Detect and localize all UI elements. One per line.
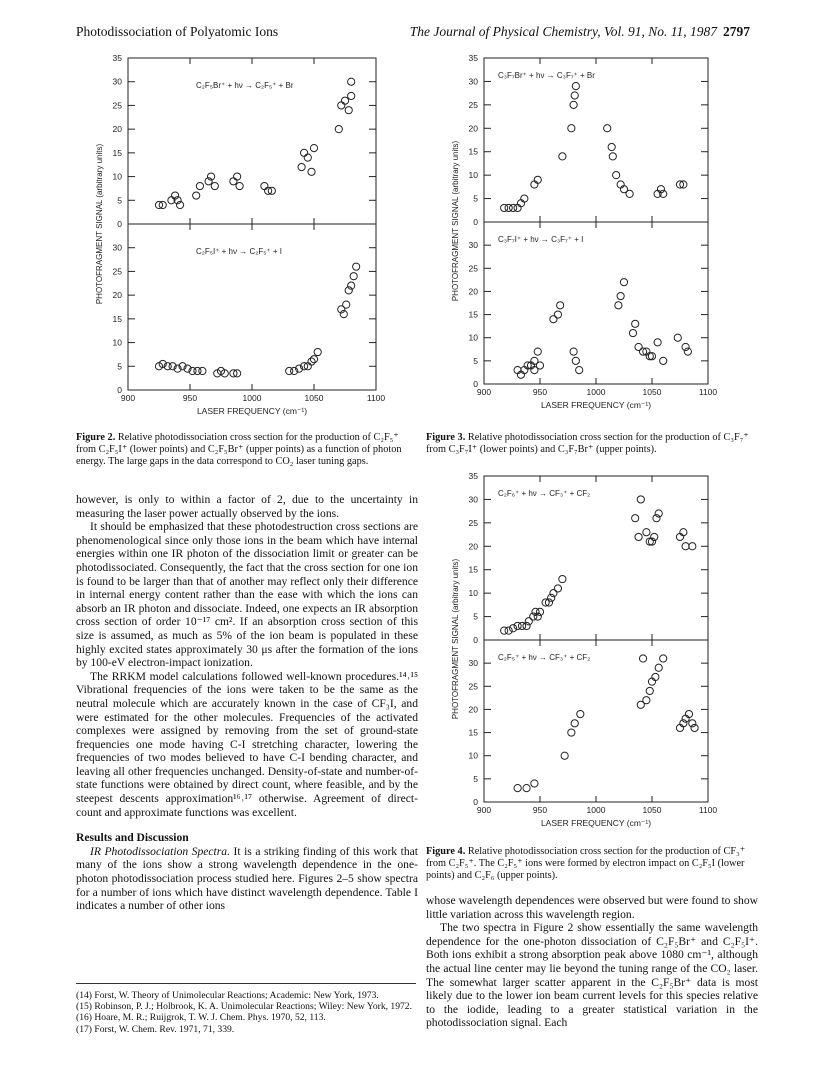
run-in-heading: IR Photodissociation Spectra.: [90, 844, 230, 858]
x-tick-label: 900: [476, 387, 492, 397]
y-tick-label: 0: [473, 635, 478, 645]
data-point: [196, 182, 203, 189]
x-tick-label: 900: [120, 393, 136, 403]
x-tick-label: 900: [476, 805, 492, 815]
y-tick-label: 5: [473, 773, 478, 784]
y-tick-label: 20: [468, 123, 478, 134]
data-point: [570, 101, 577, 108]
data-point: [632, 515, 639, 522]
paragraph: [76, 845, 418, 913]
reaction-label: C₃F₇I⁺ + hν → C₃F₇⁺ + I: [498, 235, 584, 244]
x-tick-label: 1100: [366, 393, 386, 403]
data-point: [350, 273, 357, 280]
y-tick-label: 5: [117, 361, 122, 372]
data-point: [568, 729, 575, 736]
y-axis-label: PHOTOFRAGMENT SIGNAL (arbitrary units): [451, 558, 460, 720]
figure-2-caption: [76, 432, 418, 467]
reaction-label: C₂F₅⁺ + hν → CF₃⁺ + CF₂: [498, 653, 591, 662]
data-point: [615, 302, 622, 309]
y-tick-label: 30: [468, 240, 478, 251]
y-tick-label: 25: [468, 99, 478, 110]
y-tick-label: 0: [473, 797, 478, 807]
y-tick-label: 0: [117, 385, 122, 395]
data-point: [531, 780, 538, 787]
data-point: [639, 655, 646, 662]
data-point: [572, 357, 579, 364]
data-point: [261, 182, 268, 189]
y-tick-label: 10: [468, 170, 478, 181]
figure-3-caption-text: Relative photodissociation cross section for the production of C₃F₇⁺ from C₃F₇I⁺ (lower points) and C₃F₇Br⁺ (upper points).: [426, 432, 749, 455]
data-point: [308, 168, 315, 175]
data-point: [193, 192, 200, 199]
y-tick-label: 5: [473, 611, 478, 622]
paragraph: however, is only to within a factor of 2, due to the uncertainty in measuring the laser power actually observed by the ions.: [76, 493, 418, 520]
data-point: [234, 173, 241, 180]
y-tick-label: 20: [468, 541, 478, 552]
y-tick-label: 30: [468, 76, 478, 87]
reference-item: (14) Forst, W. Theory of Unimolecular Reactions; Academic: New York, 1973.: [76, 990, 379, 1001]
x-tick-label: 1000: [586, 387, 606, 397]
data-point: [510, 625, 517, 632]
data-point: [338, 102, 345, 109]
data-point: [689, 720, 696, 727]
plot-frame: [484, 58, 708, 222]
data-point: [534, 348, 541, 355]
data-point: [684, 348, 691, 355]
paragraph: The two spectra in Figure 2 show essentially the same wavelength dependence for the one-photon dissociation of C₂F₅Br⁺ and C₂F₅I⁺. Both ions exhibit a strong absorption peak above 1080 cm⁻¹, although the actual line center may lie beyond the tuning range of the CO₂ laser. The somewhat larger scatter apparent in the C₂F₅Br⁺ data is most likely due to the lower ion beam current levels for this species relative to the iodide, leading to a greater statistical variation in the photodissociation signal. Each: [426, 921, 758, 1030]
y-tick-label: 25: [468, 517, 478, 528]
data-point: [691, 724, 698, 731]
x-tick-label: 1050: [642, 805, 662, 815]
reaction-label: C₂F₅I⁺ + hν → C₂F₅⁺ + I: [196, 247, 283, 256]
y-tick-label: 0: [117, 219, 122, 229]
data-point: [570, 348, 577, 355]
data-point: [523, 785, 530, 792]
figure-4-chart: [446, 470, 746, 842]
y-tick-label: 15: [468, 146, 478, 157]
y-tick-label: 10: [112, 337, 122, 348]
y-tick-label: 35: [468, 53, 478, 63]
data-point: [620, 279, 627, 286]
y-tick-label: 20: [468, 704, 478, 715]
paragraph: whose wavelength dependences were observed but were found to show little variation across this wavelength region.: [426, 894, 758, 921]
y-tick-label: 15: [468, 727, 478, 738]
data-point: [646, 687, 653, 694]
data-point: [577, 710, 584, 717]
running-header-journal: [410, 24, 750, 40]
x-tick-label: 1100: [698, 387, 718, 397]
y-tick-label: 30: [468, 658, 478, 669]
data-point: [576, 367, 583, 374]
data-point: [571, 720, 578, 727]
data-point: [609, 153, 616, 160]
y-tick-label: 25: [468, 263, 478, 274]
figure-2-label: Figure 2.: [76, 432, 116, 443]
data-point: [230, 178, 237, 185]
y-tick-label: 5: [473, 355, 478, 366]
y-tick-label: 0: [473, 217, 478, 227]
figure-3-chart: [446, 44, 746, 426]
reaction-label: C₂F₆⁺ + hν → CF₃⁺ + CF₂: [498, 489, 591, 498]
data-point: [554, 311, 561, 318]
x-axis-label: LASER FREQUENCY (cm⁻¹): [540, 400, 652, 410]
y-tick-label: 10: [112, 171, 122, 182]
data-point: [559, 575, 566, 582]
references: [76, 990, 418, 1035]
plot-frame: [484, 640, 708, 802]
y-tick-label: 0: [473, 379, 478, 389]
data-point: [689, 543, 696, 550]
y-tick-label: 25: [112, 266, 122, 277]
reference-item: (16) Hoare, M. R.; Ruijgrok, T. W. J. Chem. Phys. 1970, 52, 113.: [76, 1012, 326, 1024]
y-tick-label: 10: [468, 332, 478, 343]
data-point: [514, 785, 521, 792]
data-point: [199, 367, 206, 374]
x-tick-label: 1000: [586, 805, 606, 815]
y-tick-label: 5: [473, 193, 478, 204]
data-point: [536, 362, 543, 369]
data-point: [341, 97, 348, 104]
data-point: [637, 496, 644, 503]
data-point: [629, 329, 636, 336]
figure-4-caption: [426, 846, 756, 881]
y-tick-label: 35: [112, 53, 122, 63]
y-axis-label: PHOTOFRAGMENT SIGNAL (arbitrary units): [451, 140, 460, 302]
x-tick-label: 950: [532, 387, 548, 397]
figure-3-caption: [426, 432, 756, 456]
data-point: [643, 697, 650, 704]
figure-4-caption-text: Relative photodissociation cross section for the production of CF₃⁺ from C₂F₅⁺. The C₂F₅⁺ ions were formed by electron impact on C₂F₅I (lower points) and C₂F₆ (upper points).: [426, 846, 746, 881]
data-point: [654, 339, 661, 346]
y-tick-label: 20: [112, 290, 122, 301]
paragraph-text: It is a striking finding of this work that many of the ions show a strong wavelength dependence in the one-photon photodissociation process studied here. Figures 2–5 show spectra for a number of ions which have distinct wavelength dependence. Table I indicates a number of other ions: [76, 844, 418, 913]
figure-2-caption-text: Relative photodissociation cross section for the production of C₂F₅⁺ from C₂F₅I⁺ (lower points) and C₂F₅Br⁺ (upper points) as a function of photon energy. The large gaps in the data correspond to CO₂ laser tuning gaps.: [76, 432, 402, 467]
figure-4-label: Figure 4.: [426, 846, 466, 857]
right-column-body: [426, 894, 758, 1030]
x-axis-label: LASER FREQUENCY (cm⁻¹): [540, 818, 652, 828]
y-tick-label: 35: [468, 471, 478, 481]
data-point: [353, 263, 360, 270]
running-header-title: Photodissociation of Polyatomic Ions: [76, 24, 279, 39]
plot-frame: [484, 222, 708, 384]
data-point: [298, 163, 305, 170]
y-tick-label: 30: [112, 242, 122, 253]
data-point: [682, 343, 689, 350]
data-point: [643, 529, 650, 536]
y-tick-label: 15: [112, 313, 122, 324]
y-tick-label: 5: [117, 195, 122, 206]
data-point: [310, 145, 317, 152]
data-point: [304, 154, 311, 161]
page-number: 2797: [723, 24, 750, 39]
section-heading: Results and Discussion: [76, 831, 189, 845]
plot-frame: [484, 476, 708, 640]
data-point: [343, 301, 350, 308]
y-axis-label: PHOTOFRAGMENT SIGNAL (arbitrary units): [95, 143, 104, 305]
figure-3-label: Figure 3.: [426, 432, 466, 443]
data-point: [613, 172, 620, 179]
y-tick-label: 15: [468, 309, 478, 320]
journal-citation: The Journal of Physical Chemistry, Vol. 91, No. 11, 1987: [409, 24, 717, 39]
reaction-label: C₂F₅Br⁺ + hν → C₂F₅⁺ + Br: [196, 81, 294, 90]
x-tick-label: 950: [182, 393, 198, 403]
x-tick-label: 1000: [242, 393, 262, 403]
data-point: [557, 302, 564, 309]
data-point: [345, 107, 352, 114]
data-point: [674, 334, 681, 341]
data-point: [236, 182, 243, 189]
y-tick-label: 10: [468, 750, 478, 761]
left-column-body: [76, 493, 418, 913]
y-tick-label: 25: [112, 100, 122, 111]
data-point: [626, 190, 633, 197]
data-point: [348, 78, 355, 85]
reference-item: (17) Forst, W. Chem. Rev. 1971, 71, 339.: [76, 1023, 235, 1035]
figure-2-chart: [76, 44, 416, 432]
data-point: [660, 655, 667, 662]
data-point: [314, 348, 321, 355]
data-point: [632, 320, 639, 327]
y-tick-label: 20: [468, 286, 478, 297]
data-point: [608, 143, 615, 150]
y-tick-label: 10: [468, 588, 478, 599]
x-tick-label: 950: [532, 805, 548, 815]
y-tick-label: 20: [112, 124, 122, 135]
data-point: [660, 357, 667, 364]
data-point: [568, 125, 575, 132]
data-point: [655, 664, 662, 671]
y-tick-label: 30: [468, 494, 478, 505]
data-point: [559, 153, 566, 160]
data-point: [300, 149, 307, 156]
x-tick-label: 1050: [304, 393, 324, 403]
y-tick-label: 15: [112, 147, 122, 158]
data-point: [635, 343, 642, 350]
reference-item: (15) Robinson, P. J.; Holbrook, K. A. Unimolecular Reactions; Wiley: New York, 1972.: [76, 1001, 412, 1013]
data-point: [554, 585, 561, 592]
data-point: [211, 182, 218, 189]
footnote-rule: [76, 983, 416, 984]
x-tick-label: 1100: [698, 805, 718, 815]
y-tick-label: 15: [468, 564, 478, 575]
data-point: [572, 83, 579, 90]
data-point: [635, 533, 642, 540]
data-point: [571, 92, 578, 99]
data-point: [505, 627, 512, 634]
paragraph: The RRKM model calculations followed well-known procedures.¹⁴˒¹⁵ Vibrational frequencies of the ions were taken to be the same as the neutral molecule which are accurately known in the case of CF₃I, and were estimated for the other molecules. Frequencies of the activated complexes were assigned by removing from the set of ground-state frequencies one mode having C-I stretching character, lowering the frequencies of two modes believed to have C-I bending character, and leaving all other frequencies unchanged. Density-of-state and number-of-state functions were obtained by direct count, where feasible, and by the steepest descents approximation¹⁶˒¹⁷ otherwise. Agreement of direct-count and approximate functions was excellent.: [76, 669, 418, 819]
x-tick-label: 1050: [642, 387, 662, 397]
data-point: [617, 292, 624, 299]
y-tick-label: 30: [112, 76, 122, 87]
reaction-label: C₃F₇Br⁺ + hν → C₃F₇⁺ + Br: [498, 71, 595, 80]
data-point: [561, 752, 568, 759]
data-point: [335, 126, 342, 133]
data-point: [348, 92, 355, 99]
x-axis-label: LASER FREQUENCY (cm⁻¹): [196, 406, 308, 416]
y-tick-label: 25: [468, 681, 478, 692]
data-point: [604, 125, 611, 132]
data-point: [550, 316, 557, 323]
data-point: [682, 543, 689, 550]
paragraph: It should be emphasized that these photodestruction cross sections are phenomenological since only those ions in the beam which have internal energies within one IR photon of the dissociation limit or greater can be photodissociated. Consequently, the fact that the cross section for one ion is found to be larger than that of another may reflect only their difference in internal energy content rather than the ease with which the ions can absorb an IR photon and dissociate. Indeed, one expects an IR absorption cross section of order 10⁻¹⁷ cm². If an absorption cross section of this size is assumed, as much as 5% of the ion beam is populated in these highly excited states approximately 30 μs after the formation of the ions by 100-eV electron-impact ionization.: [76, 520, 418, 670]
